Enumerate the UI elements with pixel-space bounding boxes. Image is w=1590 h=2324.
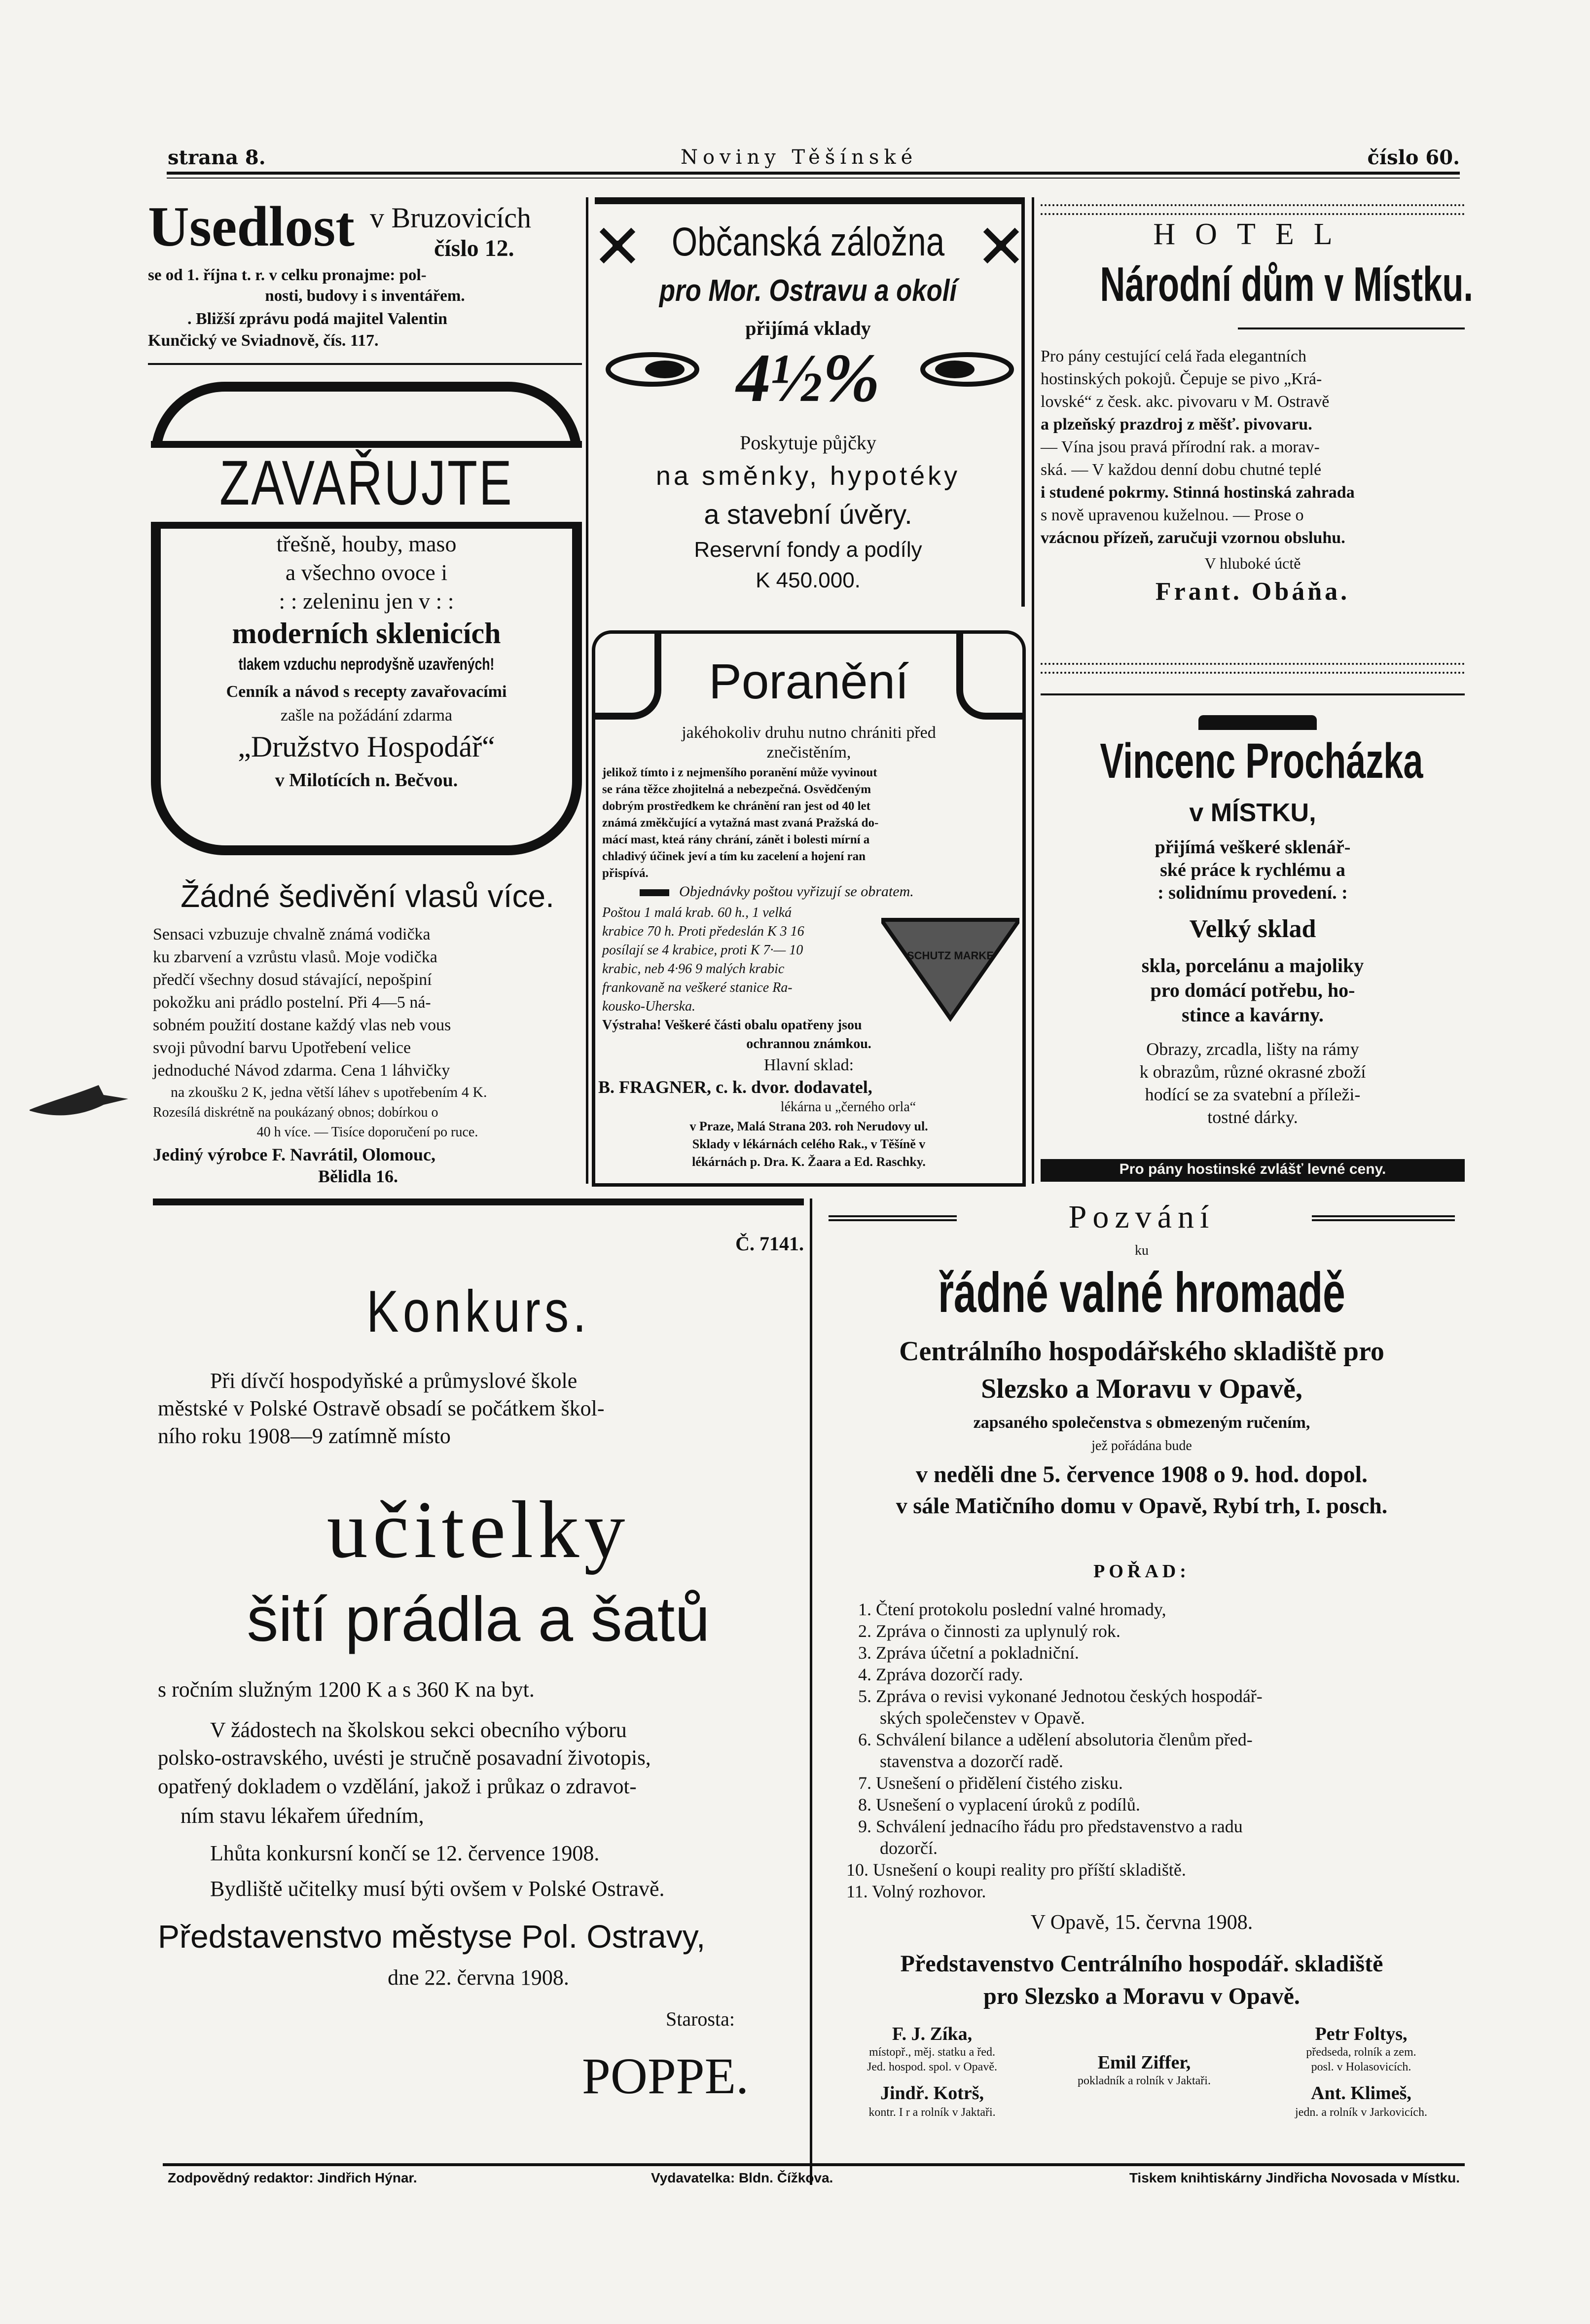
newspaper-title: Noviny Těšínské (681, 146, 918, 169)
usedlost-place: v Bruzovicích (370, 202, 531, 234)
poraneni-line: jakéhokoliv druhu nutno chrániti před (682, 724, 936, 742)
prochazka-line: : solidnímu provedení. : (1157, 882, 1348, 903)
signature-name: Emil Ziffer, (1097, 2052, 1191, 2073)
page-footer (168, 2170, 1460, 2195)
pozvani-porada: jež pořádána bude (1091, 1438, 1192, 1453)
zalozna-ad (595, 197, 1025, 607)
poraneni-line: znečistěním, (766, 743, 851, 762)
vlasy-line: Sensaci vzbuzuje chvalně známá vodička (153, 925, 431, 944)
zavarujte-line: : : zeleninu jen v : : (279, 588, 454, 614)
vlasy-line: na zkoušku 2 K, jedna větší láhev s upotřebením 4 K. (171, 1084, 487, 1100)
program-item: 5. Zpráva o revisi vykonané Jednotou českých hospodář- (858, 1686, 1263, 1706)
page-header (168, 146, 1460, 171)
konkurs-zadosti: opatřený dokladem o vzdělání, jakož i průkaz o zdravot- (158, 1775, 637, 1798)
konkurs-datum: dne 22. června 1908. (388, 1965, 569, 1990)
konkurs-number: Č. 7141. (735, 1233, 804, 1255)
pozvani-sal: v sále Matičního domu v Opavě, Rybí trh, I. posch. (896, 1493, 1388, 1518)
hotel-ucta: V hluboké úctě (1204, 554, 1301, 572)
vlasy-line: svoji původní barvu Upotřebení velice (153, 1039, 411, 1057)
zavarujte-cenik: Cenník a návod s recepty zavařovacími (226, 683, 507, 701)
pozvani-predstavenstvo: Představenstvo Centrálního hospodář. skladiště (900, 1951, 1383, 1977)
lamp-ornament (1198, 715, 1317, 730)
konkurs-zadosti: V žádostech na školskou sekci obecního výboru (210, 1718, 627, 1742)
zalozna-prijima: přijímá vklady (745, 317, 871, 339)
zavarujte-small: tlakem vzduchu neprodyšně uzavřených! (238, 655, 495, 674)
divider (1238, 327, 1465, 329)
zavarujte-line: a všechno ovoce i (285, 560, 448, 585)
divider (1041, 693, 1465, 695)
poraneni-sklad: Hlavní sklad: (763, 1056, 854, 1074)
poraneni-objednavky: Objednávky poštou vyřizují se obratem. (679, 883, 914, 900)
zalozna-title: Občanská záložna (671, 219, 945, 264)
usedlost-line: . Bližší zprávu podá majitel Valentin (187, 310, 448, 328)
vlasy-belidla: Bělidla 16. (318, 1166, 398, 1186)
usedlost-line: se od 1. října t. r. v celku pronajme: pol- (148, 266, 427, 284)
poraneni-ital: krabice 70 h. Proti předeslán K 3 16 (602, 924, 804, 939)
column-divider-1 (586, 197, 588, 1184)
usedlost-number: číslo 12. (434, 235, 514, 261)
poraneni-text: známá změkčující a vytažná mast zvaná Pražská do- (602, 816, 879, 830)
hotel-line: vzácnou přízeň, zaručuji vzornou obsluhu. (1041, 529, 1345, 547)
hotel-line: a plzeňský prazdroj z měšť. pivovaru. (1041, 415, 1312, 434)
vlasy-ad (153, 878, 582, 1184)
hotel-line: Pro pány cestující celá řada elegantních (1041, 347, 1307, 365)
program-item: 3. Zpráva účetní a pokladniční. (858, 1643, 1079, 1663)
zavarujte-title: ZAVAŘUJTE (219, 448, 513, 518)
section-rule (810, 1198, 812, 2185)
poraneni-text: jelikož tímto i z nejmenšího poranění může vyvinout (602, 766, 877, 779)
zalozna-smenky: na směnky, hypotéky (655, 461, 961, 491)
usedlost-line: nosti, budovy i s inventářem. (265, 287, 465, 305)
poraneni-lekarna: lékárna u „černého orla“ (780, 1099, 916, 1115)
vlasy-vyrobce: Jediný výrobce F. Navrátil, Olomouc, (153, 1145, 435, 1164)
prochazka-line: přijímá veškeré sklenář- (1155, 837, 1351, 858)
poraneni-title: Poranění (709, 654, 909, 709)
hotel-line: lovské“ z česk. akc. pivovaru v M. Ostravě (1041, 393, 1330, 411)
trademark-stamp-text: SCHUTZ MARKE (907, 949, 994, 962)
header-rule-thin (167, 178, 1460, 179)
pozvani-opava: V Opavě, 15. června 1908. (1030, 1911, 1253, 1934)
prochazka-ad (1041, 700, 1465, 1189)
program-item: 8. Usnešení o vyplacení úroků z podílů. (858, 1795, 1140, 1815)
konkurs-intro: městské v Polské Ostravě obsadí se počátkem škol- (158, 1396, 605, 1420)
prochazka-sklo: pro domácí potřebu, ho- (1150, 979, 1355, 1001)
program-item: 9. Schválení jednacího řádu pro představenstvo a radu (858, 1816, 1243, 1836)
poraneni-fragner: B. FRAGNER, c. k. dvor. dodavatel, (598, 1077, 872, 1097)
signature-role: pokladník a rolník v Jaktaři. (1078, 2074, 1211, 2087)
signature-block (1050, 2032, 1238, 2131)
hotel-line: — Vína jsou pravá přírodní rak. a morav- (1041, 438, 1320, 456)
konkurs-predstavenstvo: Představenstvo městyse Pol. Ostravy, (158, 1918, 706, 1955)
zalozna-subtitle: pro Mor. Ostravu a okolí (659, 274, 957, 308)
issue-number: číslo 60. (1367, 146, 1460, 169)
pick-hammer-icon (599, 227, 636, 264)
signature-role: místopř., měj. statku a řed. (869, 2046, 995, 2059)
footer-tisk: Tiskem knihtiskárny Jindřicha Novosada v Místku. (1129, 2170, 1460, 2185)
pozvani-notice (819, 1198, 1465, 2150)
signature-role: předseda, rolník a zem. (1306, 2046, 1416, 2059)
prochazka-footer: Pro pány hostinské zvlášť levné ceny. (1119, 1161, 1386, 1177)
pozvani-porad: POŘAD: (1093, 1561, 1190, 1582)
konkurs-intro: Při dívčí hospodyňské a průmyslové škole (210, 1369, 578, 1393)
konkurs-lhuta: Lhůta konkursní končí se 12. července 1908. (210, 1841, 600, 1865)
prochazka-sklo: skla, porcelánu a majoliky (1141, 954, 1364, 977)
program-item: 4. Zpráva dozorčí rady. (858, 1665, 1023, 1684)
pozvani-centralni: Slezsko a Moravu v Opavě, (981, 1374, 1302, 1404)
poraneni-text: přispívá. (602, 867, 649, 880)
prochazka-line: ské práce k rychlému a (1160, 860, 1345, 880)
konkurs-starosta: Starosta: (666, 2008, 735, 2030)
poraneni-ital: krabic, neb 4·96 9 malých krabic (602, 961, 785, 977)
poraneni-text: dobrým prostředkem ke chránění ran jest od 40 let (602, 799, 870, 813)
zalozna-castka: K 450.000. (756, 568, 861, 592)
zalozna-rate: 4½% (736, 340, 880, 416)
pozvani-nedele: v neděli dne 5. července 1908 o 9. hod. dopol. (915, 1461, 1368, 1488)
divider (148, 363, 582, 365)
vlasy-line: pokožku ani prádlo postelní. Při 4—5 ná- (153, 993, 431, 1012)
usedlost-ad (148, 197, 582, 360)
ornamental-border (1041, 204, 1465, 215)
signature-name: Petr Foltys, (1315, 2024, 1408, 2044)
signature-name: Ant. Klimeš, (1311, 2083, 1411, 2104)
poraneni-ital: kousko-Uherska. (602, 999, 695, 1014)
program-item: 7. Usnešení o přidělení čistého zisku. (858, 1773, 1123, 1793)
prochazka-name: Vincenc Procházka (1100, 733, 1423, 789)
page-number: strana 8. (168, 146, 266, 169)
konkurs-notice (153, 1218, 804, 2136)
program-item: 1. Čtení protokolu poslední valné hromady, (858, 1599, 1166, 1619)
zavarujte-druzstvo: „Družstvo Hospodář“ (238, 730, 495, 763)
signature-block (838, 2023, 1026, 2151)
konkurs-zadosti: polsko-ostravského, uvésti je stručně posavadní životopis, (158, 1746, 651, 1770)
poraneni-vystraha: Výstraha! Veškeré části obalu opatřeny jsou (602, 1017, 862, 1033)
poraneni-praha: v Praze, Malá Strana 203. roh Nerudovy ul. (689, 1119, 928, 1133)
zalozna-uvery: a stavební úvěry. (704, 499, 912, 530)
ornamental-border (1041, 663, 1465, 674)
prochazka-sklad: Velký sklad (1189, 915, 1316, 943)
usedlost-line: Kunčický ve Sviadnově, čís. 117. (148, 331, 379, 350)
program-item: dozorčí. (880, 1838, 938, 1858)
poraneni-lekarnach: lékárnách p. Dra. K. Žaara a Ed. Raschky. (692, 1155, 926, 1169)
vlasy-line: jednoduché Návod zdarma. Cena 1 láhvičky (153, 1061, 450, 1080)
konkurs-title: Konkurs. (366, 1278, 590, 1344)
signature-name: F. J. Zíka, (892, 2024, 973, 2044)
vlasy-line: sobném použití dostane každý vlas neb vous (153, 1016, 451, 1034)
poraneni-sklady: Sklady v lékárnách celého Rak., v Těšíně v (692, 1137, 926, 1151)
program-item: 2. Zpráva o činnosti za uplynulý rok. (858, 1621, 1120, 1641)
hotel-ad (1041, 197, 1474, 686)
signature-role: posl. v Holasovicích. (1311, 2061, 1411, 2073)
zavarujte-line: třešně, houby, maso (276, 531, 457, 556)
poraneni-vystraha: ochrannou známkou. (746, 1036, 871, 1052)
konkurs-poppe: POPPE. (582, 2048, 749, 2105)
pozvani-zapsane: zapsaného společenstva s obmezeným ručením, (973, 1414, 1310, 1432)
hotel-name: Národní dům v Místku. (1100, 257, 1474, 311)
poraneni-ital: frankovaně na veškeré stanice Ra- (602, 980, 793, 995)
program-item: ských společenstev v Opavě. (880, 1708, 1085, 1728)
signature-role: Jed. hospod. spol. v Opavě. (867, 2061, 997, 2073)
poraneni-ital: Poštou 1 malá krab. 60 h., 1 velká (602, 905, 792, 920)
vlasy-line: Rozesílá diskrétně na poukázaný obnos; dobírkou o (153, 1105, 438, 1120)
vlasy-line: ku zbarvení a vzrůstu vlasů. Moje vodička (153, 948, 437, 966)
konkurs-plat: s ročním služným 1200 K a s 360 K na byt. (158, 1677, 535, 1702)
hotel-label: HOTEL (1153, 218, 1352, 251)
prochazka-obrazy: tostné dárky. (1207, 1107, 1298, 1127)
section-rule (153, 1198, 804, 1205)
pozvani-title: Pozvání (1068, 1199, 1215, 1235)
konkurs-bydliste: Bydliště učitelky musí býti ovšem v Polské Ostravě. (210, 1877, 665, 1901)
pozvani-ku: ku (1135, 1243, 1149, 1258)
program-item: stavenstva a dozorčí radě. (880, 1751, 1063, 1771)
hotel-signature: Frant. Obáňa. (1155, 578, 1350, 606)
signature-role: kontr. I r a rolník v Jaktaři. (868, 2106, 996, 2119)
hotel-line: i studené pokrmy. Stinná hostinská zahrada (1041, 483, 1355, 502)
pozvani-centralni: Centrálního hospodářského skladiště pro (899, 1336, 1384, 1367)
column-divider-2 (1032, 197, 1034, 1184)
footer-vydavatelka: Vydavatelka: Bldn. Čížkova. (651, 2170, 833, 2185)
prochazka-obrazy: Obrazy, zrcadla, lišty na rámy (1146, 1039, 1359, 1059)
prochazka-sklo: stince a kavárny. (1182, 1004, 1324, 1026)
prochazka-obrazy: k obrazům, různé okrasné zboží (1139, 1062, 1366, 1082)
zalozna-fondy: Reservní fondy a podíly (694, 538, 922, 562)
poraneni-ad (592, 630, 1026, 1187)
prochazka-misto: v MÍSTKU, (1189, 799, 1316, 827)
prochazka-obrazy: hodící se za svatební a příleži- (1145, 1085, 1361, 1104)
zavarujte-big: moderních sklenicích (232, 617, 501, 650)
zavarujte-cenik: zašle na požádání zdarma (280, 706, 453, 725)
poraneni-ital: posílají se 4 krabice, proti K 7·— 10 (602, 943, 803, 958)
vlasy-title: Žádné šedivění vlasů více. (181, 878, 554, 914)
zavarujte-ad (151, 382, 582, 855)
signature-block (1263, 2023, 1460, 2151)
konkurs-zadosti: ním stavu lékařem úředním, (181, 1804, 424, 1828)
hotel-line: s nově upravenou kuželnou. — Prose o (1041, 506, 1304, 524)
hotel-line: ská. — V každou denní dobu chutné teplé (1041, 461, 1322, 479)
poraneni-text: se rána těžce zhojitelná a nebezpečná. Osvědčeným (602, 783, 871, 796)
pick-hammer-icon (982, 227, 1020, 264)
zavarujte-misto: v Milotících n. Bečvou. (275, 770, 458, 791)
hotel-line: hostinských pokojů. Čepuje se pivo „Krá- (1041, 370, 1322, 388)
trademark-stamp (881, 905, 1019, 1023)
program-item: 11. Volný rozhovor. (846, 1882, 986, 1901)
header-rule (167, 172, 1460, 175)
konkurs-siti: šití prádla a šatů (247, 1584, 710, 1655)
footer-rule (163, 2163, 1465, 2166)
zalozna-poskytuje: Poskytuje půjčky (740, 432, 876, 454)
signature-role: jedn. a rolník v Jarkovicích. (1295, 2106, 1427, 2119)
ink-blot (30, 1080, 128, 1125)
poraneni-text: chladivý účinek jeví a tím ku zacelení a hojení ran (602, 850, 866, 863)
pozvani-hromada: řádné valné hromadě (938, 1262, 1345, 1324)
program-item: 6. Schválení bilance a udělení absolutoria členům před- (858, 1730, 1253, 1749)
pozvani-predstavenstvo: pro Slezsko a Moravu v Opavě. (983, 1983, 1300, 2009)
usedlost-title: Usedlost (148, 195, 355, 258)
signature-name: Jindř. Kotrš, (880, 2083, 984, 2104)
footer-redaktor: Zodpovědný redaktor: Jindřich Hýnar. (168, 2170, 417, 2185)
konkurs-ucitelky: učitelky (326, 1484, 630, 1575)
program-item: 10. Usnešení o koupi reality pro příští skladiště. (846, 1860, 1186, 1880)
poraneni-text: mácí mast, kteá rány chrání, zánět i bolesti mírní a (602, 833, 870, 846)
vlasy-line: 40 h více. — Tisíce doporučení po ruce. (256, 1125, 478, 1140)
vlasy-line: předčí všechny dosud stávající, nepošpiní (153, 971, 432, 989)
konkurs-intro: ního roku 1908—9 zatímně místo (158, 1424, 451, 1448)
